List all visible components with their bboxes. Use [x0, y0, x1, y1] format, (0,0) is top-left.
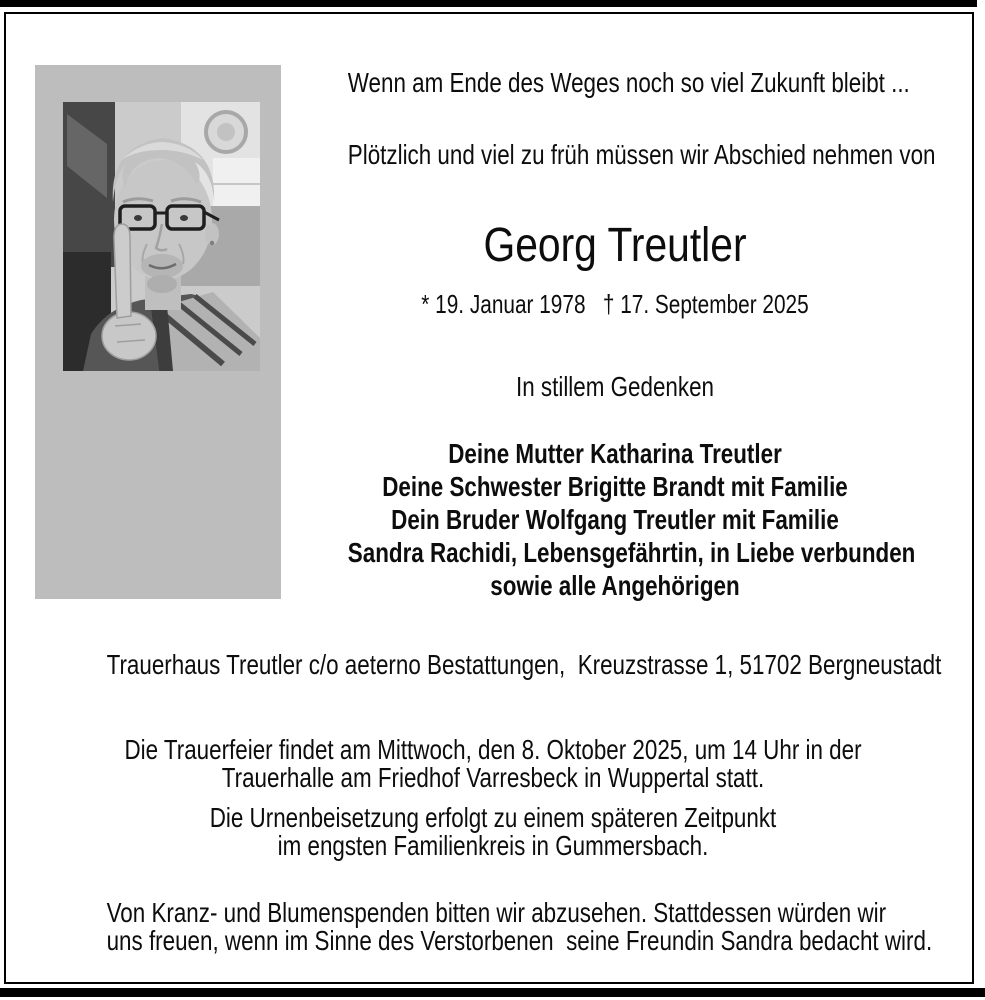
- donation-request: [106, 897, 933, 956]
- bottom-rule-bar: [0, 988, 985, 997]
- life-dates: * 19. Januar 1978 † 17. September 2025: [421, 289, 809, 319]
- burial-info: [107, 804, 880, 860]
- remembrance-line: In stillem Gedenken: [516, 371, 714, 402]
- mourner-line: Deine Mutter Katharina Treutler: [448, 438, 782, 469]
- service-info-line: Die Trauerfeier findet am Mittwoch, den 8. Oktober 2025, um 14 Uhr in der: [124, 734, 862, 765]
- donation-request-line: uns freuen, wenn im Sinne des Verstorbenen seine Freundin Sandra bedacht wird.: [106, 925, 933, 956]
- mourner-line: Sandra Rachidi, Lebensgefährtin, in Liebe verbunden: [347, 537, 916, 568]
- burial-info-line: im engsten Familienkreis in Gummersbach.: [277, 830, 709, 861]
- mourner-line: Deine Schwester Brigitte Brandt mit Familie: [382, 471, 848, 502]
- portrait-background-panel: [35, 65, 281, 599]
- opening-line: Wenn am Ende des Weges noch so viel Zukunft bleibt ...: [347, 67, 910, 98]
- mourners-list: [347, 437, 916, 602]
- service-info-line: Trauerhalle am Friedhof Varresbeck in Wuppertal statt.: [221, 762, 765, 793]
- portrait-photo: [63, 102, 260, 371]
- intro-line: Plötzlich und viel zu früh müssen wir Abschied nehmen von: [347, 139, 936, 170]
- mourner-line: sowie alle Angehörigen: [490, 570, 740, 601]
- deceased-name: Georg Treutler: [483, 219, 747, 272]
- service-info: [107, 736, 880, 792]
- burial-info-line: Die Urnenbeisetzung erfolgt zu einem späteren Zeitpunkt: [209, 802, 777, 833]
- mourner-line: Dein Bruder Wolfgang Treutler mit Familie: [391, 504, 839, 535]
- top-rule-bar: [0, 0, 977, 7]
- funeral-home-line: Trauerhaus Treutler c/o aeterno Bestattungen, Kreuzstrasse 1, 51702 Bergneustadt: [106, 649, 942, 680]
- donation-request-line: Von Kranz- und Blumenspenden bitten wir abzusehen. Stattdessen würden wir: [106, 897, 887, 928]
